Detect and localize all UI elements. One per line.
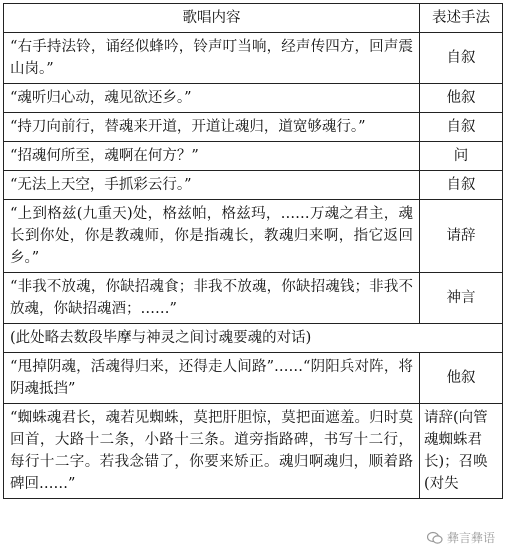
header-method: 表述手法 [420,4,503,33]
lyric-cell: “招魂何所至，魂啊在何方？” [4,142,420,171]
table-header-row [4,4,503,33]
table-row [4,142,503,171]
watermark-text: 彝言彝语 [446,531,495,545]
watermark [427,529,495,546]
lyric-cell: “无法上天空，手抓彩云行。” [4,171,420,200]
method-cell: 他叙 [420,353,503,404]
method-cell: 自叙 [420,33,503,84]
method-cell: 请辞(向管魂蜘蛛君长)；召唤(对失 [420,404,503,499]
table-row [4,113,503,142]
lyric-cell: “持刀向前行，替魂来开道，开道让魂归，道宽够魂行。” [4,113,420,142]
lyric-cell: “魂听归心动，魂见欲还乡。” [4,84,420,113]
method-cell: 神言 [420,273,503,324]
method-cell: 他叙 [420,84,503,113]
table-row [4,84,503,113]
table-row [4,33,503,84]
table-row [4,404,503,499]
table-row [4,273,503,324]
lyrics-table [3,3,503,499]
wechat-icon [427,531,443,545]
method-cell: 自叙 [420,113,503,142]
lyrics-table-container [3,3,502,499]
omission-note: (此处略去数段毕摩与神灵之间讨魂要魂的对话) [4,324,503,353]
lyric-cell: “上到格兹(九重天)处，格兹帕，格兹玛，……万魂之君主，魂长到你处，你是教魂师，你是指魂长，教魂归来啊，指它返回乡。” [4,200,420,273]
table-row [4,171,503,200]
lyric-cell: “右手持法铃，诵经似蜂吟，铃声叮当响，经声传四方，回声震山岗。” [4,33,420,84]
table-note-row [4,324,503,353]
lyric-cell: “非我不放魂，你缺招魂食；非我不放魂，你缺招魂钱；非我不放魂，你缺招魂酒；……” [4,273,420,324]
table-row [4,200,503,273]
table-row [4,353,503,404]
method-cell: 自叙 [420,171,503,200]
method-cell: 请辞 [420,200,503,273]
method-cell: 问 [420,142,503,171]
header-lyric: 歌唱内容 [4,4,420,33]
lyric-cell: “甩掉阴魂，活魂得归来，还得走人间路”……“阴阳兵对阵，将阴魂抵挡” [4,353,420,404]
lyric-cell: “蜘蛛魂君长，魂若见蜘蛛，莫把肝胆惊，莫把面遮羞。归时莫回首，大路十二条，小路十三条。道旁指路碑，书写十二行，每行十二字。若我念错了，你要来矫正。魂归啊魂归，顺着路碑回……” [4,404,420,499]
